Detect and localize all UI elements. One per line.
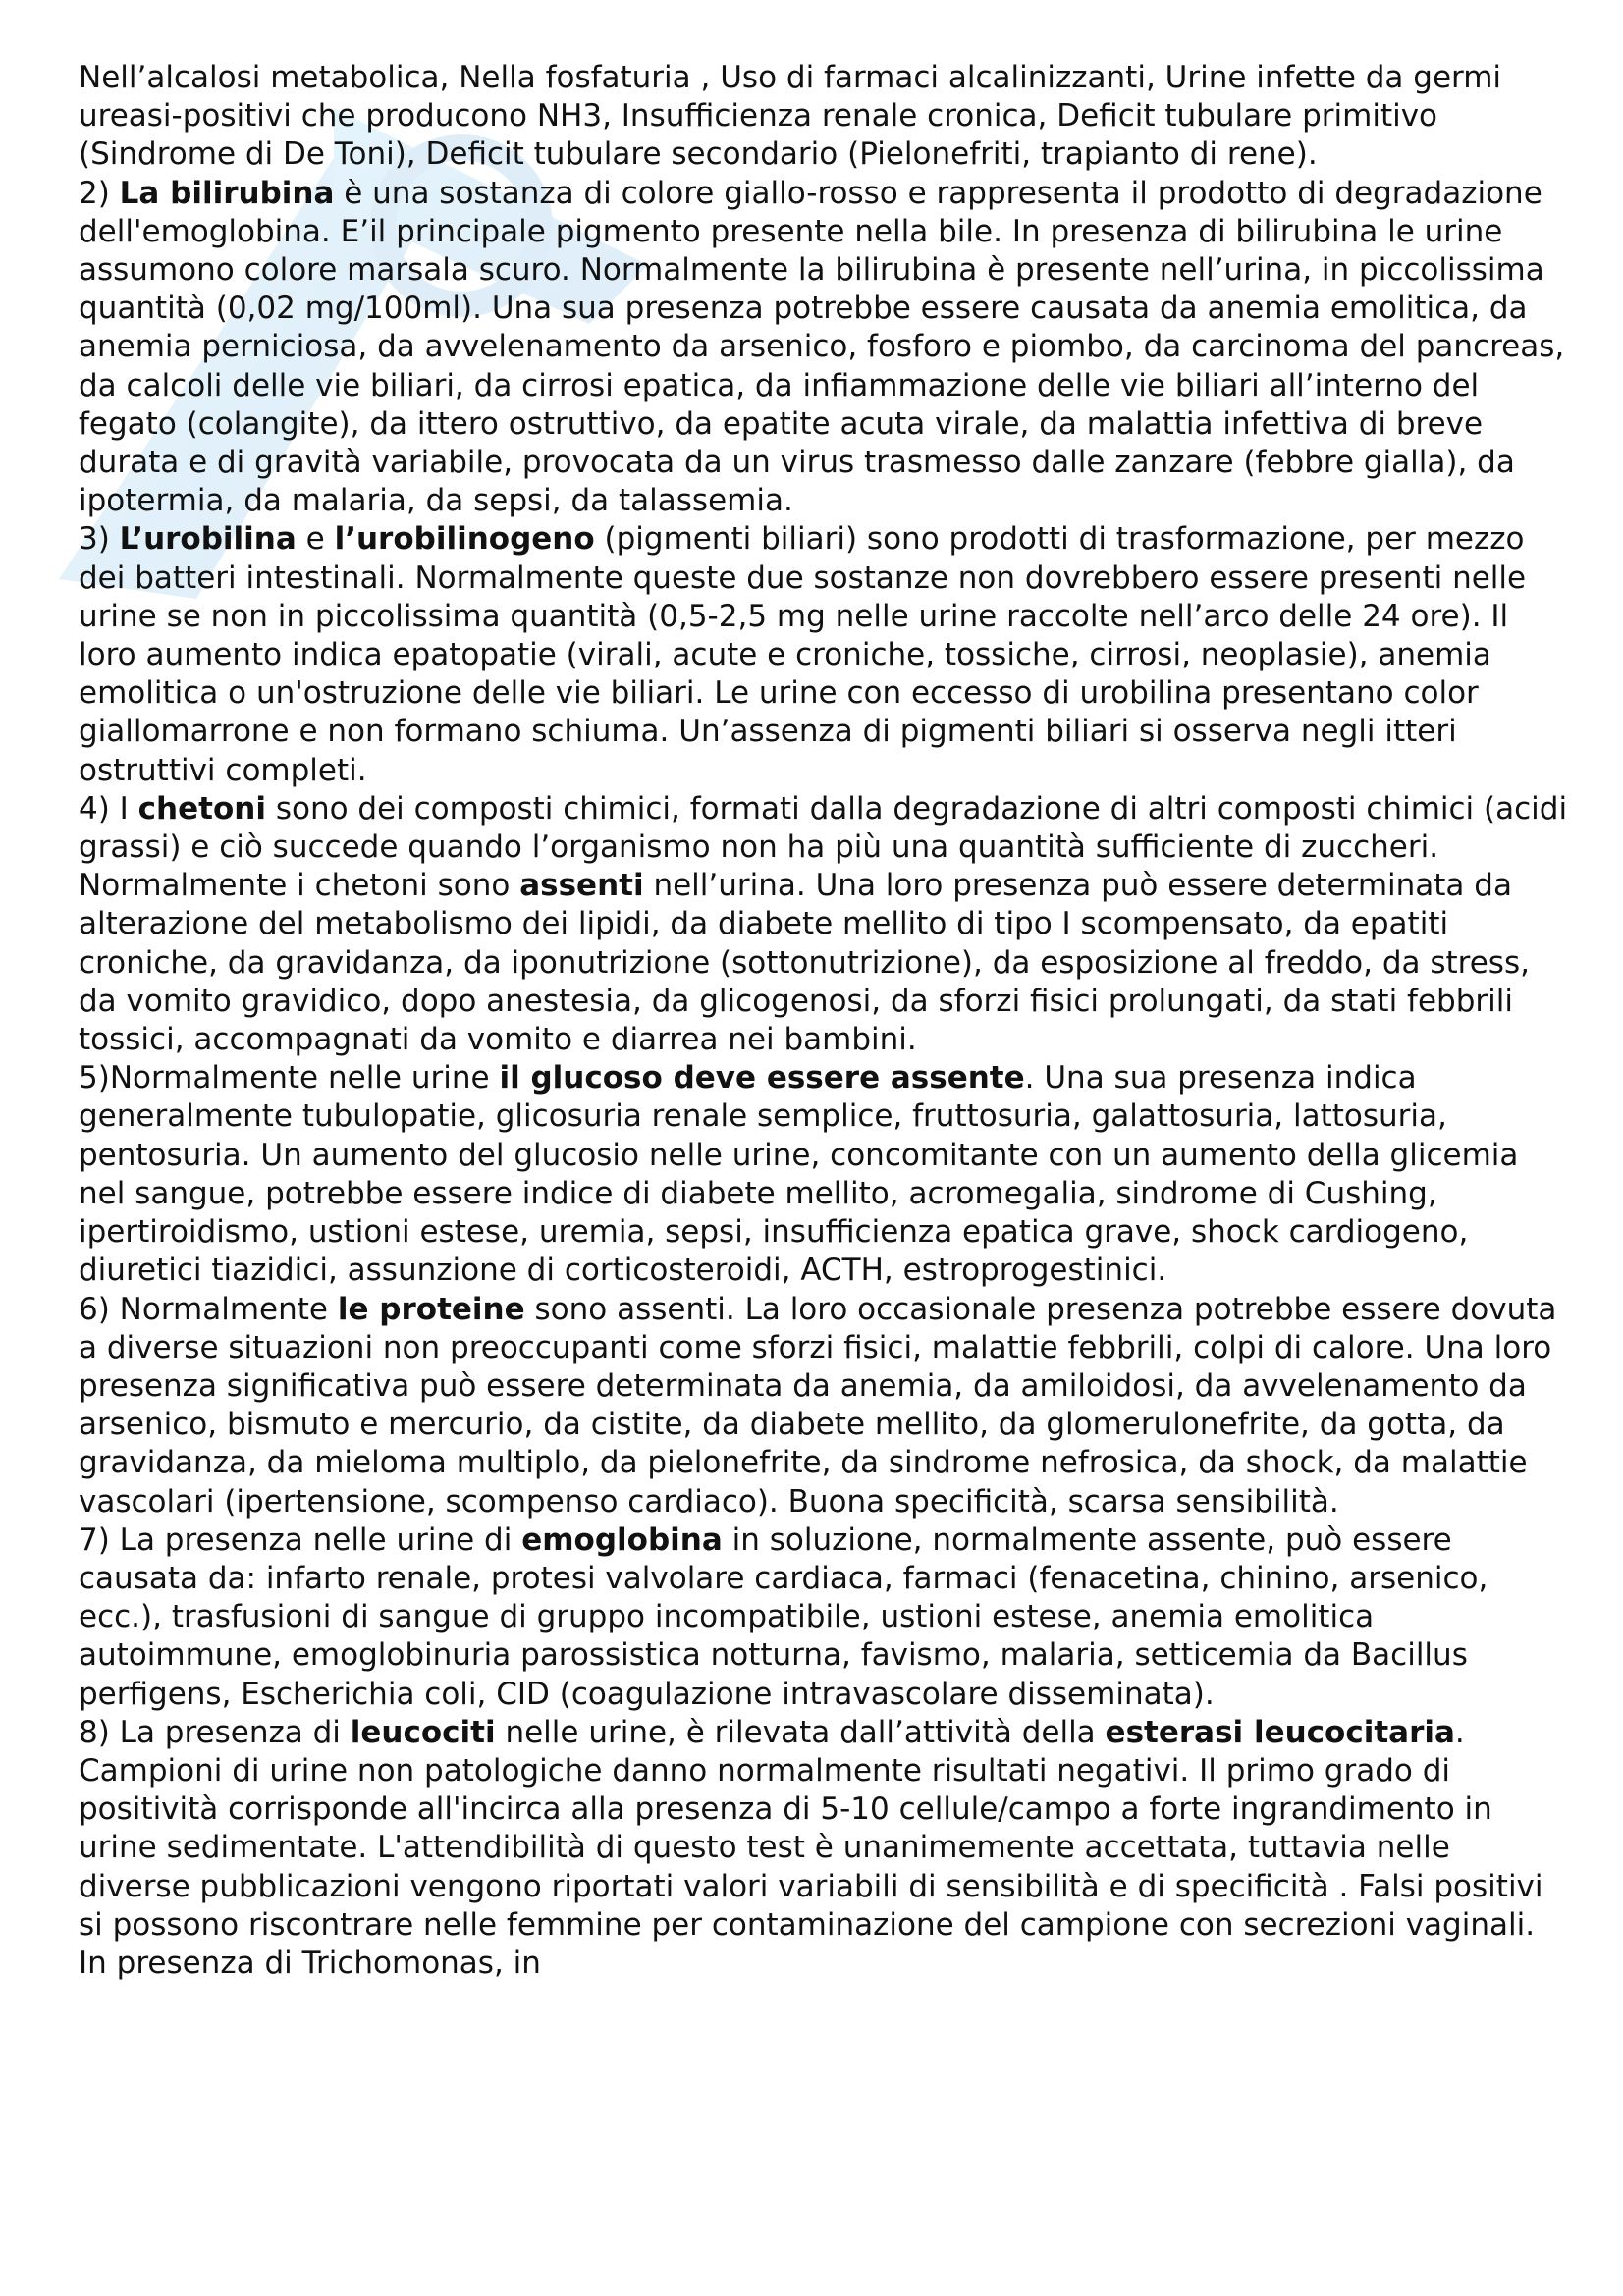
text-run: Nell’alcalosi metabolica, Nella fosfaturia , Uso di farmaci alcalinizzanti, Urine infette da germi ureasi-positivi che producono NH3, Insufficienza renale cronica, Deficit tubulare primitivo (Sindrome di De Toni), Deficit tubulare secondario (Pielonefriti, trapianto di rene).	[79, 60, 1502, 173]
text-run: è una sostanza di colore giallo-rosso e rappresenta il prodotto di degradazione dell'emoglobina. E’il principale pigmento presente nella bile. In presenza di bilirubina le urine assumono colore marsala scuro. Normalmente la bilirubina è presente nell’urina, in piccolissima quantità (0,02 mg/100ml). Una sua presenza potrebbe essere causata da anemia emolitica, da anemia perniciosa, da avvelenamento da arsenico, fosforo e piombo, da carcinoma del pancreas, da calcoli delle vie biliari, da cirrosi epatica, da infiammazione delle vie biliari all’interno del fegato (colangite), da ittero ostruttivo, da epatite acuta virale, da malattia infettiva di breve durata e di gravità variabile, provocata da un virus trasmesso dalle zanzare (febbre gialla), da ipotermia, da malaria, da sepsi, da talassemia.	[79, 175, 1565, 519]
paragraph-bilirubina	[79, 175, 1571, 521]
text-run: sono assenti. La loro occasionale presenza potrebbe essere dovuta a diverse situazioni non preoccupanti come sforzi fisici, malattie febbrili, colpi di calore. Una loro presenza significativa può essere determinata da anemia, da amiloidosi, da avvelenamento da arsenico, bismuto e mercurio, da cistite, da diabete mellito, da glomerulonefrite, da gotta, da gravidanza, da mieloma multiplo, da pielonefrite, da sindrome nefrosica, da shock, da malattie vascolari (ipertensione, scompenso cardiaco). Buona specificità, scarsa sensibilità.	[79, 1291, 1557, 1520]
paragraph-chetoni	[79, 790, 1571, 1059]
text-run: 8) La presenza di	[79, 1714, 351, 1750]
text-run: sono dei composti chimici, formati dalla degradazione di altri composti chimici (acidi grassi) e ciò succede quando l’organismo non ha più una quantità sufficiente di zuccheri. Normalmente i chetoni sono	[79, 790, 1568, 904]
text-run: 4) I	[79, 790, 138, 827]
bold-term: La bilirubina	[119, 175, 335, 211]
text-run: e	[296, 521, 335, 558]
text-run: 2)	[79, 175, 120, 211]
paragraph-proteine	[79, 1291, 1571, 1522]
paragraph-intro	[79, 59, 1571, 175]
bold-term: esterasi leucocitaria	[1105, 1714, 1455, 1750]
bold-term: chetoni	[137, 790, 266, 827]
bold-term: emoglobina	[521, 1522, 723, 1558]
text-run: 5)Normalmente nelle urine	[79, 1060, 500, 1096]
bold-term: le proteine	[337, 1291, 525, 1327]
bold-term: l’urobilinogeno	[334, 521, 595, 558]
bold-term: leucociti	[350, 1714, 496, 1750]
text-run: nelle urine, è rilevata dall’attività della	[495, 1714, 1106, 1750]
bold-term: assenti	[519, 868, 644, 904]
bold-term: il glucoso deve essere assente	[499, 1060, 1025, 1096]
paragraph-urobilina	[79, 520, 1571, 789]
text-run: 6) Normalmente	[79, 1291, 338, 1327]
paragraph-leucociti	[79, 1714, 1571, 1983]
document-page	[79, 59, 1571, 1983]
text-run: . Una sua presenza indica generalmente tubulopatie, glicosuria renale semplice, fruttosuria, galattosuria, lattosuria, pentosuria. Un aumento del glucosio nelle urine, concomitante con un aumento della glicemia nel sangue, potrebbe essere indice di diabete mellito, acromegalia, sindrome di Cushing, ipertiroidismo, ustioni estese, uremia, sepsi, insufficienza epatica grave, shock cardiogeno, diuretici tiazidici, assunzione di corticosteroidi, ACTH, estroprogestinici.	[79, 1060, 1519, 1289]
paragraph-glucoso	[79, 1059, 1571, 1290]
text-run: (pigmenti biliari) sono prodotti di trasformazione, per mezzo dei batteri intestinali. Normalmente queste due sostanze non dovrebbero essere presenti nelle urine se non in piccolissima quantità (0,5-2,5 mg nelle urine raccolte nell’arco delle 24 ore). Il loro aumento indica epatopatie (virali, acute e croniche, tossiche, cirrosi, neoplasie), anemia emolitica o un'ostruzione delle vie biliari. Le urine con eccesso di urobilina presentano color giallomarrone e non formano schiuma. Un’assenza di pigmenti biliari si osserva negli itteri ostruttivi completi.	[79, 521, 1527, 788]
bold-term: L’urobilina	[119, 521, 297, 558]
paragraph-emoglobina	[79, 1522, 1571, 1714]
text-run: in soluzione, normalmente assente, può essere causata da: infarto renale, protesi valvolare cardiaca, farmaci (fenacetina, chinino, arsenico, ecc.), trasfusioni di sangue di gruppo incompatibile, ustioni estese, anemia emolitica autoimmune, emoglobinuria parossistica notturna, favismo, malaria, setticemia da Bacillus perfigens, Escherichia coli, CID (coagulazione intravascolare disseminata).	[79, 1522, 1488, 1712]
text-run: 7) La presenza nelle urine di	[79, 1522, 522, 1558]
text-run: . Campioni di urine non patologiche danno normalmente risultati negativi. Il primo grado di positività corrisponde all'incirca alla presenza di 5-10 cellule/campo a forte ingrandimento in urine sedimentate. L'attendibilità di questo test è unanimemente accettata, tuttavia nelle diverse pubblicazioni vengono riportati valori variabili di sensibilità e di specificità . Falsi positivi si possono riscontrare nelle femmine per contaminazione del campione con secrezioni vaginali. In presenza di Trichomonas, in	[79, 1714, 1543, 1981]
text-run: 3)	[79, 521, 120, 558]
text-run: nell’urina. Una loro presenza può essere determinata da alterazione del metabolismo dei lipidi, da diabete mellito di tipo I scompensato, da epatiti croniche, da gravidanza, da iponutrizione (sottonutrizione), da esposizione al freddo, da stress, da vomito gravidico, dopo anestesia, da glicogenosi, da sforzi fisici prolungati, da stati febbrili tossici, accompagnati da vomito e diarrea nei bambini.	[79, 868, 1530, 1058]
